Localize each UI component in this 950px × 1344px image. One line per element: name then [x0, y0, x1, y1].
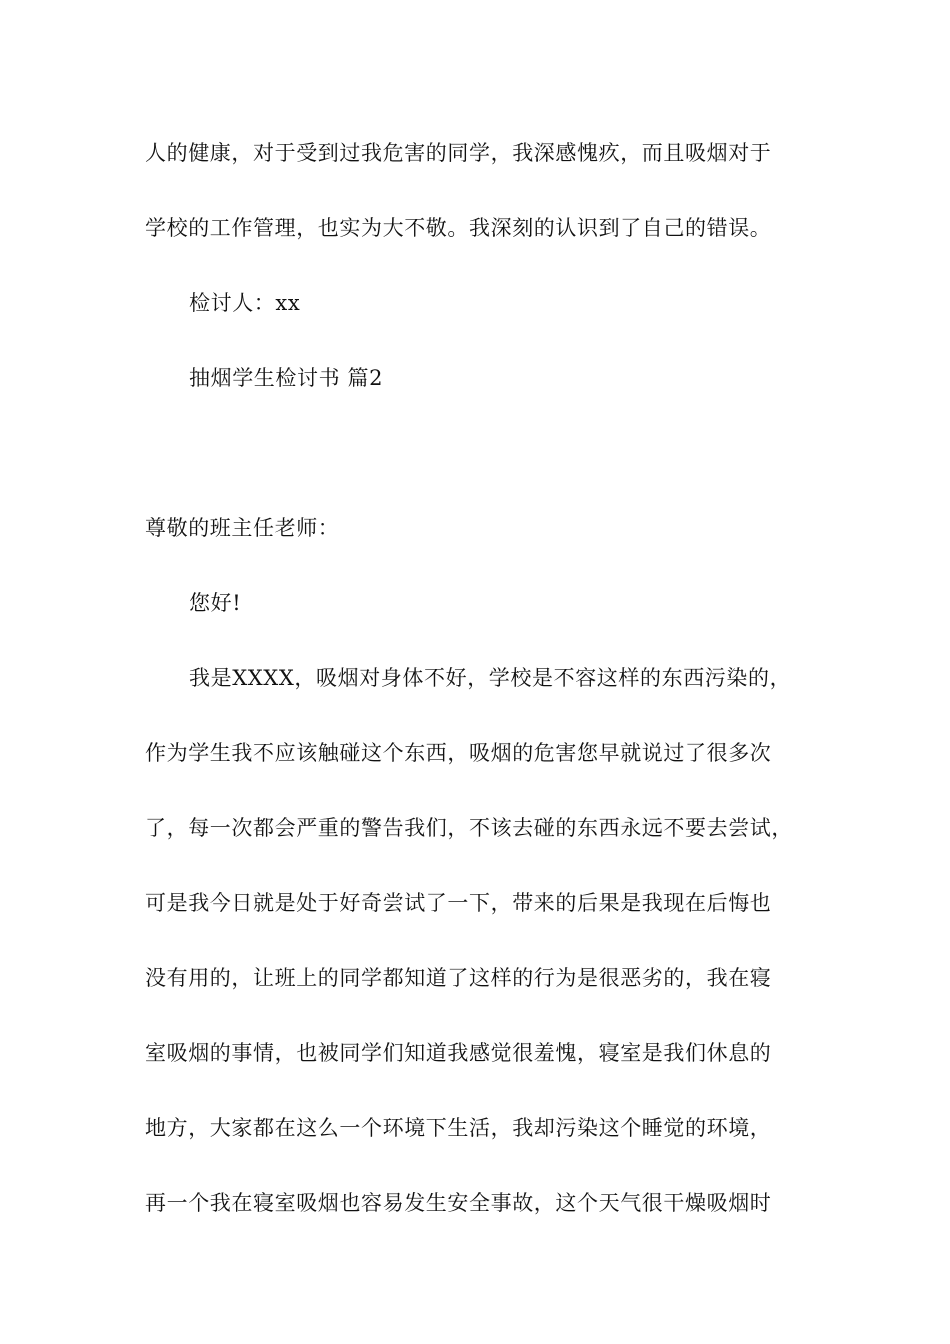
body-text-line: 地方，大家都在这么一个环境下生活，我却污染这个睡觉的环境， [145, 1116, 772, 1140]
body-text-line: 了，每一次都会严重的警告我们，不该去碰的东西永远不要去尝试， [145, 816, 793, 840]
greeting: 您好! [189, 591, 242, 615]
signature-line: 检讨人：xx [189, 291, 301, 315]
body-text-line: 我是XXXX，吸烟对身体不好，学校是不容这样的东西污染的， [189, 666, 792, 690]
body-text-line: 没有用的，让班上的同学都知道了这样的行为是很恶劣的，我在寝 [145, 966, 772, 990]
body-text-line: 可是我今日就是处于好奇尝试了一下，带来的后果是我现在后悔也 [145, 891, 772, 915]
body-text-line: 人的健康，对于受到过我危害的同学，我深感愧疚，而且吸烟对于 [145, 141, 772, 165]
body-text-line: 再一个我在寝室吸烟也容易发生安全事故，这个天气很干燥吸烟时 [145, 1191, 772, 1215]
body-text-line: 作为学生我不应该触碰这个东西，吸烟的危害您早就说过了很多次 [145, 741, 772, 765]
body-text-line: 室吸烟的事情，也被同学们知道我感觉很羞愧，寝室是我们休息的 [145, 1041, 772, 1065]
section-title: 抽烟学生检讨书 篇2 [189, 366, 384, 390]
salutation: 尊敬的班主任老师： [145, 516, 340, 540]
body-text-line: 学校的工作管理，也实为大不敬。我深刻的认识到了自己的错误。 [145, 216, 772, 240]
